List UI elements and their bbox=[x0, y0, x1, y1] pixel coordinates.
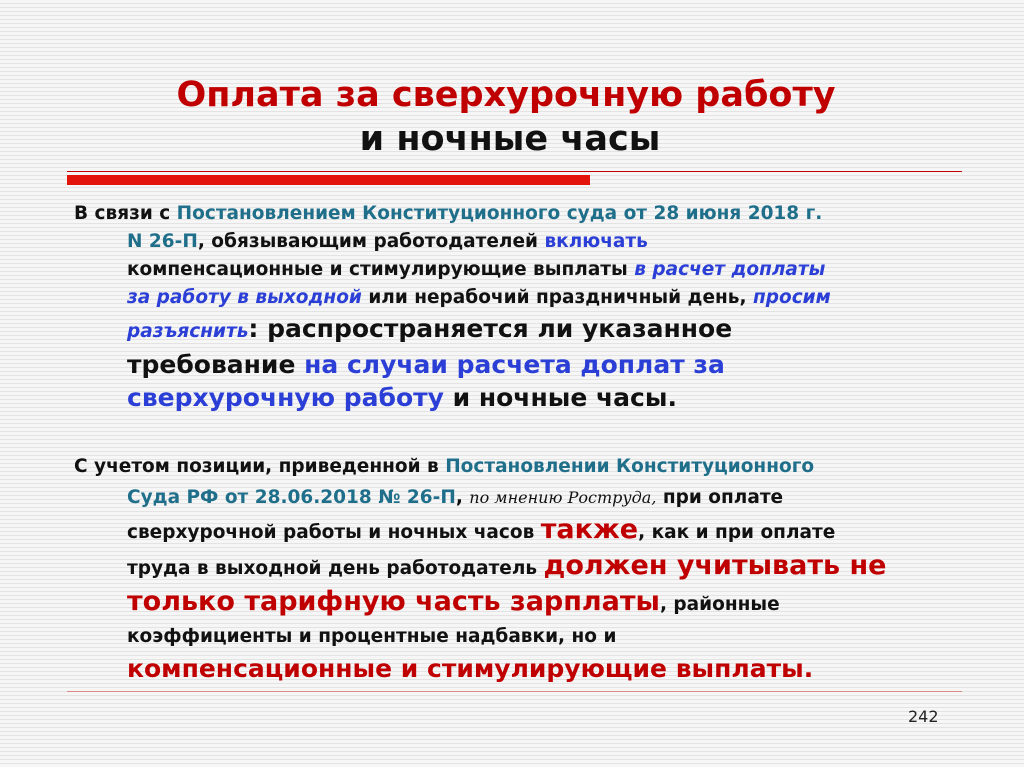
highlight-overtime: сверхурочную работу bbox=[127, 383, 444, 412]
question-paragraph bbox=[74, 200, 1004, 414]
answer-line-7 bbox=[74, 652, 1004, 688]
footer-divider bbox=[67, 691, 962, 692]
question-line-4 bbox=[74, 284, 1004, 312]
highlight-compensation-payments: компенсационные и стимулирующие выплаты. bbox=[127, 654, 814, 683]
question-line-7 bbox=[74, 381, 1004, 414]
answer-line-4 bbox=[74, 549, 1004, 585]
answer-text: труда в выходной день работодатель bbox=[127, 558, 544, 579]
answer-text: , bbox=[455, 487, 470, 508]
answer-text: С учетом позиции, приведенной в bbox=[74, 456, 446, 477]
slide-title-line-1: Оплата за сверхурочную работу bbox=[176, 75, 836, 115]
answer-line-2 bbox=[74, 482, 1004, 513]
answer-line-1 bbox=[74, 451, 1004, 482]
resolution-reference: Постановлением Конституционного суда от 28 июня 2018 г. bbox=[176, 203, 823, 224]
answer-text: при оплате bbox=[656, 487, 784, 508]
question-text: и ночные часы. bbox=[443, 383, 677, 412]
question-text: , обязывающим работодателей bbox=[197, 231, 545, 252]
question-line-3 bbox=[74, 256, 1004, 284]
question-line-5 bbox=[74, 312, 1004, 348]
answer-paragraph bbox=[74, 451, 1004, 688]
answer-text: сверхурочной работы и ночных часов bbox=[127, 522, 541, 543]
question-line-6 bbox=[74, 348, 1004, 381]
resolution-number: Суда РФ от 28.06.2018 № 26-П bbox=[127, 487, 456, 508]
highlight-also: также bbox=[540, 514, 639, 545]
highlight-weekend-work: за работу в выходной bbox=[127, 287, 362, 308]
resolution-number: N 26-П bbox=[127, 231, 198, 252]
page-number: 242 bbox=[908, 707, 939, 726]
question-text: : распространяется ли указанное bbox=[248, 314, 733, 343]
highlight-calculation: в расчет доплаты bbox=[634, 259, 826, 280]
rostrud-opinion: по мнению Роструда, bbox=[469, 488, 657, 507]
highlight-include: включать bbox=[544, 231, 648, 252]
question-line-2 bbox=[74, 228, 1004, 256]
question-text: компенсационные и стимулирующие выплаты bbox=[127, 259, 635, 280]
title-divider-thick bbox=[67, 175, 590, 185]
title-divider-thin bbox=[67, 171, 962, 172]
highlight-clarify: разъяснить bbox=[127, 321, 249, 342]
answer-line-6: коэффициенты и процентные надбавки, но и bbox=[127, 626, 617, 647]
highlight-must-account: должен учитывать не bbox=[543, 550, 887, 581]
resolution-reference: Постановлении Конституционного bbox=[445, 456, 815, 477]
question-text: В связи с bbox=[74, 203, 177, 224]
highlight-request: просим bbox=[752, 287, 831, 308]
answer-text: , районные bbox=[659, 594, 780, 615]
answer-line-3 bbox=[74, 513, 1004, 549]
answer-line-5 bbox=[74, 585, 1004, 621]
slide-title-line-2: и ночные часы bbox=[359, 119, 661, 159]
question-line-1 bbox=[74, 200, 1004, 228]
question-text: требование bbox=[127, 350, 305, 379]
answer-text: , как и при оплате bbox=[638, 522, 836, 543]
highlight-tariff-part: только тарифную часть зарплаты bbox=[127, 586, 660, 617]
highlight-cases: на случаи расчета доплат за bbox=[304, 350, 725, 379]
question-text: или нерабочий праздничный день, bbox=[361, 287, 753, 308]
